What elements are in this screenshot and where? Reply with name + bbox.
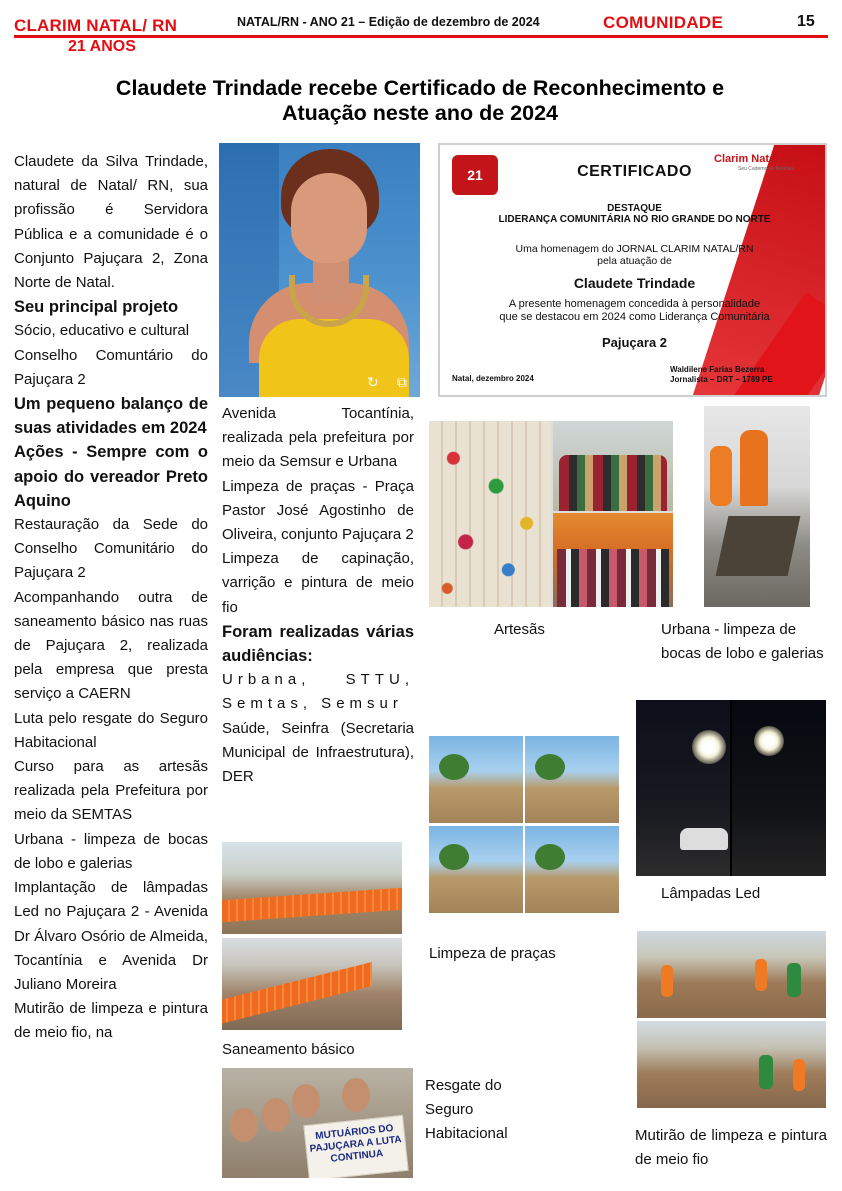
worker-figure [740, 430, 768, 506]
pracas-photo-collage [429, 736, 619, 913]
caption-saneamento: Saneamento básico [222, 1041, 355, 1058]
issue-info: NATAL/RN - ANO 21 – Edição de dezembro de 2024 [237, 15, 540, 29]
acao-item: Mutirão de limpeza e pintura de meio fio, na [14, 1000, 208, 1042]
mutirao-photo-pair [637, 931, 826, 1108]
streetlight-icon [754, 726, 784, 756]
artesas-photo-collage [429, 421, 673, 607]
section-name: COMUNIDADE [603, 13, 724, 32]
worker-figure [787, 963, 801, 997]
headline-line-1: Claudete Trindade recebe Certificado de Reconhecimento e [115, 76, 725, 100]
certificate-dest-2: LIDERANÇA COMUNITÁRIA NO RIO GRANDE DO NORTE [498, 214, 771, 225]
acao-item: Limpeza de capinação, varrição e pintura de meio fio [222, 550, 414, 616]
saneamento-photo-pair [222, 842, 402, 1030]
acao-item: Urbana - limpeza de bocas de lobo e galerias [14, 830, 208, 872]
certificate-desc-2: que se destacou em 2024 como Liderança Comunitária [499, 311, 770, 323]
certificate-hom-2: pela atuação de [597, 255, 672, 267]
caption-urbana: Urbana - limpeza de bocas de lobo e galerias [661, 621, 824, 662]
certificate-dest-1: DESTAQUE [607, 203, 662, 214]
audiencias-list-rest: Saúde, Seinfra (Secretaria Municipal de Infraestrutura), DER [222, 719, 414, 786]
streetlight-icon [692, 730, 726, 764]
caption-pracas: Limpeza de praças [429, 945, 556, 962]
subheading-audiencias: Foram realizadas várias audiências: [222, 622, 414, 666]
artesas-craft-wall [429, 421, 551, 607]
acao-item: Curso para as artesãs realizada pela Prefeitura por meio da SEMTAS [14, 758, 208, 824]
artesas-group-photo [553, 421, 673, 511]
certificate-tribute [440, 243, 827, 267]
praca-photo [429, 736, 523, 823]
protest-sign [303, 1115, 408, 1178]
artesas-class-photo [553, 513, 673, 607]
praca-photo [525, 736, 619, 823]
acao-item: Restauração da Sede do Conselho Comunitário do Pajuçara 2 [14, 516, 208, 582]
protester-figure [292, 1084, 320, 1118]
certificate-logo: Clarim Natal / RN [714, 153, 804, 165]
certificate-place: Pajuçara 2 [601, 335, 668, 350]
caption-mutirao: Mutirão de limpeza e pintura de meio fio [635, 1127, 827, 1168]
lampada-photo-2 [732, 700, 826, 876]
subheading-balanco: Um pequeno balanço de suas atividades em 2024 [14, 395, 208, 438]
worker-figure [759, 1055, 773, 1089]
acao-item: Limpeza de praças - Praça Pastor José Agostinho de Oliveira, conjunto Pajuçara 2 [222, 477, 414, 544]
resgate-protest-photo [222, 1068, 413, 1178]
certificate-recipient: Claudete Trindade [573, 275, 696, 291]
certificate-signature [670, 365, 773, 385]
rotate-icon: ↻ [367, 374, 379, 390]
certificate-title: CERTIFICADO [577, 163, 692, 180]
protester-figure [342, 1078, 370, 1112]
certificate-signer-title: Jornalista – DRT – 1769 PE [670, 375, 773, 384]
caption-artesas: Artesãs [494, 621, 545, 638]
anniversary-seal-icon: 21 [452, 155, 498, 195]
praca-photo [525, 826, 619, 913]
certificate-distinction [440, 203, 827, 225]
certificate-logo-subtitle: Seu Caderno de Notícias [738, 166, 794, 172]
caption-lampadas: Lâmpadas Led [661, 885, 761, 902]
header-rule [14, 35, 828, 38]
projeto-item: Sócio, educativo e cultural [14, 322, 190, 340]
certificate-date: Natal, dezembro 2024 [452, 374, 534, 383]
article-column-1 [14, 150, 208, 1046]
certificate-image [438, 143, 827, 397]
article-headline [20, 76, 820, 126]
projeto-item: Conselho Comuntário do Pajuçara 2 [14, 346, 208, 388]
certificate-hom-1: Uma homenagem do JORNAL CLARIM NATAL/RN [515, 243, 754, 255]
expand-icon: ⧉ [397, 374, 407, 390]
certificate-signer: Waldilene Farias Bezerra [670, 365, 765, 374]
subheading-acoes: Ações - Sempre com o apoio do vereador Preto Aquino [14, 443, 208, 510]
subheading-projeto: Seu principal projeto [14, 298, 179, 317]
certificate-desc-1: A presente homenagem concedida à personalidade [508, 298, 761, 310]
intro-paragraph: Claudete da Silva Trindade, natural de Natal/ RN, sua profissão é Servidora Pública e a comunidade é o Conjunto Pajuçara 2, Zona Norte de Natal. [14, 153, 208, 292]
masthead-brand: CLARIM NATAL/ RN [14, 16, 178, 35]
parked-car [680, 828, 728, 850]
worker-figure [661, 965, 673, 997]
lampadas-photo-pair [636, 700, 826, 876]
protester-figure [262, 1098, 290, 1132]
acao-item: Implantação de lâmpadas Led no Pajuçara 2 - Avenida Dr Álvaro Osório de Almeida, Tocantínia e Avenida Dr Juliano Moreira [14, 879, 208, 993]
caption-resgate: Resgate do Seguro Habitacional [425, 1077, 508, 1142]
portrait-photo [219, 143, 420, 397]
worker-figure [710, 446, 732, 506]
acao-item: Luta pelo resgate do Seguro Habitacional [14, 709, 208, 751]
masthead-years: 21 ANOS [68, 38, 136, 55]
audiencias-list: Urbana, STTU, Semtas, Semsur [222, 671, 414, 713]
article-column-2 [222, 402, 414, 789]
portrait-face [291, 173, 367, 263]
praca-photo [429, 826, 523, 913]
certificate-description [440, 298, 827, 324]
acao-item: Avenida Tocantínia, realizada pela prefeitura por meio da Semsur e Urbana [222, 405, 414, 471]
worker-figure [755, 959, 767, 991]
acao-item: Acompanhando outra de saneamento básico nas ruas de Pajuçara 2, realizada pela empresa que presta serviço a CAERN [14, 588, 208, 703]
worker-figure [793, 1059, 805, 1091]
drain-opening [716, 516, 801, 576]
urbana-photo [704, 406, 810, 607]
protest-sign-text: MUTUÁRIOS DO PAJUÇARA A LUTA CONTINUA [309, 1123, 403, 1165]
headline-line-2: Atuação neste ano de 2024 [281, 101, 559, 125]
protester-figure [230, 1108, 258, 1142]
page-number: 15 [797, 13, 815, 30]
portrait-dress [259, 319, 409, 397]
